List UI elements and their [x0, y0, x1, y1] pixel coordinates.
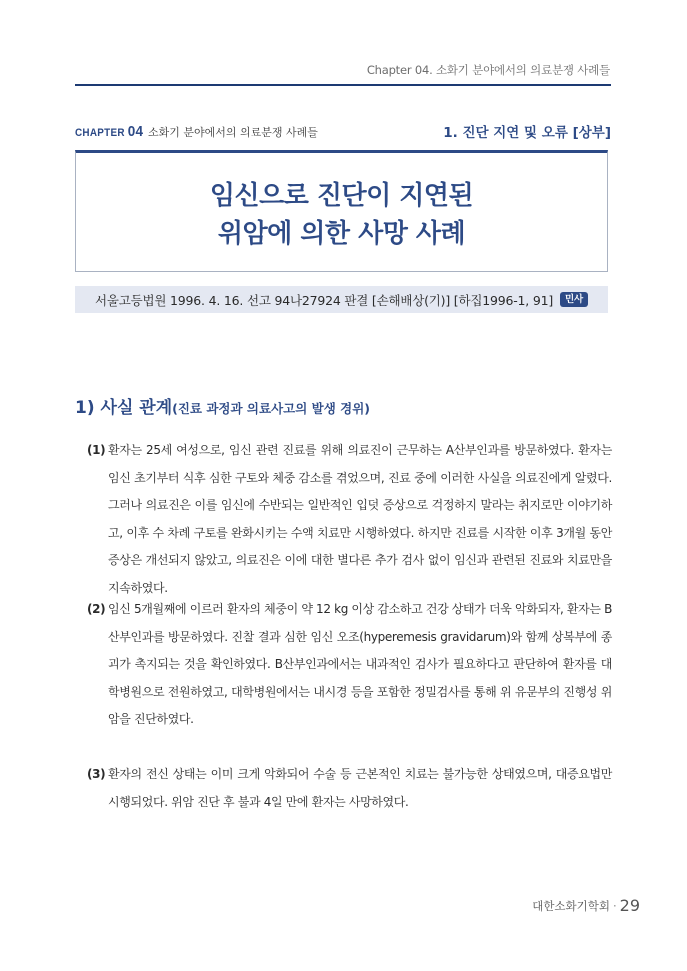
chapter-bar: [75, 121, 611, 141]
chapter-word: CHAPTER: [75, 127, 125, 139]
citation-text: 서울고등법원 1996. 4. 16. 선고 94나27924 판결 [손해배상(기)] [하집1996-1, 91]: [95, 292, 554, 308]
paragraph-number: (1): [87, 443, 106, 457]
page-number: 29: [619, 896, 640, 915]
fact-paragraph-1: [87, 437, 612, 603]
paragraph-text: 환자는 25세 여성으로, 임신 관련 진료를 위해 의료진이 근무하는 A산부인과를 방문하였다. 환자는 임신 초기부터 식후 심한 구토와 체중 감소를 겪었으며, 진료 중에 이러한 사실을 의료진에게 알렸다. 그러나 의료진은 이를 임신에 수반되는 일반적인 입덧 증상으로 걱정하지 말라는 취지로만 이야기하고, 이후 수 차례 구토를 완화시키는 수액 치료만 시행하였다. 하지만 진료를 시작한 이후 3개월 동안 증상은 개선되지 않았고, 의료진은 이에 대한 별다른 추가 검사 없이 임신과 관련된 진료와 치료만을 지속하였다.: [108, 443, 612, 595]
fact-paragraph-3: [87, 761, 612, 816]
page-title-line-1: 임신으로 진단이 지연된: [209, 181, 474, 211]
case-citation: [75, 286, 608, 313]
running-header: Chapter 04. 소화기 분야에서의 의료분쟁 사례들: [366, 63, 610, 77]
chapter-title: 소화기 분야에서의 의료분쟁 사례들: [148, 126, 318, 139]
fact-paragraph-2: [87, 596, 612, 734]
title-box: [75, 150, 608, 272]
paragraph-text: 임신 5개월째에 이르러 환자의 체중이 약 12 kg 이상 감소하고 건강 상태가 더욱 악화되자, 환자는 B산부인과를 방문하였다. 진찰 결과 심한 임신 오조(hyperemesis gravidarum)와 함께 상복부에 종괴가 촉지되는 것을 확인하였다. B산부인과에서는 내과적인 검사가 필요하다고 판단하여 환자를 대학병원으로 전원하였고, 대학병원에서는 내시경 등을 포함한 정밀검사를 통해 위 유문부의 진행성 위암을 진단하였다.: [108, 602, 612, 727]
paragraph-text: 환자의 전신 상태는 이미 크게 악화되어 수술 등 근본적인 치료는 불가능한 상태였으며, 대증요법만 시행되었다. 위암 진단 후 불과 4일 만에 환자는 사망하였다.: [108, 767, 612, 809]
section-heading-main: 1) 사실 관계: [75, 398, 173, 418]
chapter-number: 04: [127, 123, 144, 140]
section-tag: 1. 진단 지연 및 오류 [상부]: [443, 125, 611, 141]
header-rule: [75, 84, 611, 86]
paragraph-number: (3): [87, 767, 106, 781]
page-footer: [532, 896, 640, 915]
footer-publisher: 대한소화기학회: [532, 899, 610, 913]
section-heading: [75, 393, 370, 418]
page-title-line-2: 위암에 의한 사망 사례: [217, 219, 466, 249]
footer-separator: ·: [612, 899, 617, 913]
paragraph-number: (2): [87, 602, 106, 616]
chapter-label: [75, 123, 143, 140]
case-type-badge: 민사: [560, 292, 588, 307]
section-heading-sub: (진료 과정과 의료사고의 발생 경위): [172, 401, 371, 416]
